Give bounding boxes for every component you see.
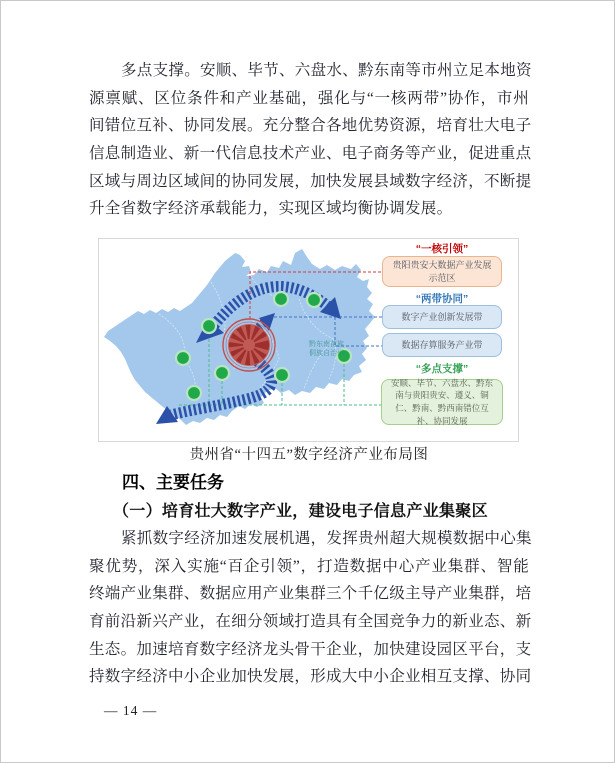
- legend-points-box: 安顺、毕节、六盘水、黔东南与贵阳贵安、遵义、铜仁、黔南、黔西南错位互补、协同发展: [381, 379, 503, 425]
- body-line: 区域与周边区域间的协同发展，加快发展县域数字经济，不断提: [89, 172, 532, 190]
- body-line: 源禀赋、区位条件和产业基础，强化与“一核两带”协作，市州: [89, 89, 529, 107]
- legend-belt-box-1: 数字产业创新发展带: [382, 305, 502, 329]
- paragraph-digital-industry: [89, 525, 532, 691]
- legend-belt-box-2: 数据存算服务产业带: [382, 333, 502, 357]
- core-zone-marker: [223, 319, 275, 371]
- body-line: 聚优势，深入实施“百企引领”，打造数据中心产业集群、智能: [89, 557, 529, 575]
- body-line: 生态。加速培育数字经济龙头骨干企业，加快建设园区平台，支: [89, 640, 532, 658]
- legend-points-title: “多点支撑”: [415, 363, 469, 375]
- figure-caption: 贵州省“十四五”数字经济产业布局图: [189, 447, 429, 463]
- body-line: 升全省数字经济承载能力，实现区域均衡协调发展。: [89, 200, 453, 218]
- body-line: 多点支撑。安顺、毕节、六盘水、黔东南等市州立足本地资: [121, 62, 532, 79]
- guizhou-industry-layout-figure: [98, 238, 519, 442]
- body-line: 终端产业集群、数据应用产业集群三个千亿级主导产业集群，培: [89, 585, 532, 603]
- body-line: 育前沿新兴产业，在细分领域打造具有全国竞争力的新业态、新: [89, 613, 532, 631]
- legend-belts-title: “两带协同”: [415, 293, 469, 305]
- section-subheading: （一）培育壮大数字产业，建设电子信息产业集聚区: [113, 503, 488, 520]
- body-line: 紧抓数字经济加速发展机遇，发挥贵州超大规模数据中心集: [121, 530, 532, 547]
- body-line: 间错位互补、协同发展。充分整合各地优势资源，培育壮大电子: [89, 117, 532, 135]
- body-line: 持数字经济中小企业加快发展，形成大中小企业相互支撑、协同: [89, 668, 532, 686]
- section-heading: 四、主要任务: [122, 473, 224, 492]
- page-number: — 14 —: [104, 703, 158, 718]
- map-label-qiandongnan: 黔东南苗族侗族自治州: [309, 341, 344, 358]
- legend-core-title: “一核引领”: [415, 243, 469, 255]
- body-line: 信息制造业、新一代信息技术产业、电子商务等产业，促进重点: [89, 145, 532, 163]
- paragraph-region-support: [89, 57, 532, 223]
- legend-core-box: 贵阳贵安大数据产业发展示范区: [382, 256, 502, 287]
